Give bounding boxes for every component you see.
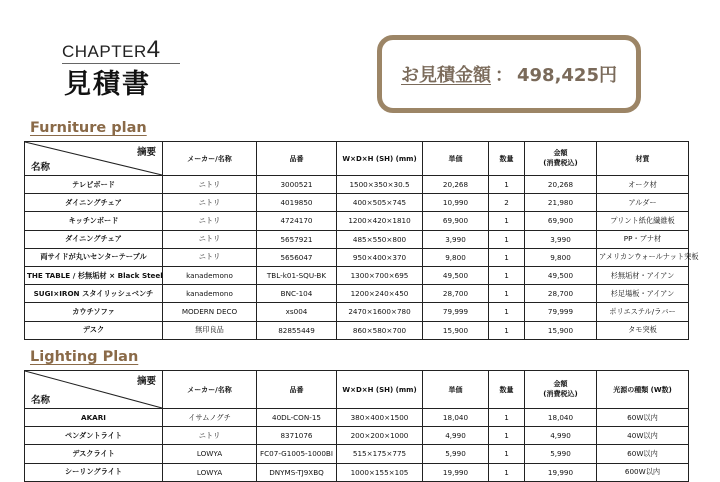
table-cell: xs004 bbox=[257, 303, 337, 321]
table-cell: 28,700 bbox=[423, 285, 489, 303]
table-cell: 杉足場板・アイアン bbox=[597, 285, 689, 303]
table-cell: ポリエステル/ラバー bbox=[597, 303, 689, 321]
table-cell: 1 bbox=[489, 248, 525, 266]
quote-total-box bbox=[377, 35, 641, 113]
table-cell: kanademono bbox=[163, 285, 257, 303]
table-cell: イサムノグチ bbox=[163, 409, 257, 427]
table-cell: 69,900 bbox=[423, 212, 489, 230]
table-cell: 3,990 bbox=[423, 230, 489, 248]
table-cell: 15,900 bbox=[525, 321, 597, 339]
col-header: 光源の種類 (W数) bbox=[597, 371, 689, 409]
table-cell: 79,999 bbox=[423, 303, 489, 321]
table-row bbox=[25, 463, 689, 481]
lighting-table-body bbox=[25, 409, 689, 482]
col-header: 数量 bbox=[489, 371, 525, 409]
table-row bbox=[25, 303, 689, 321]
table-cell: ニトリ bbox=[163, 427, 257, 445]
quote-amount: 498,425円 bbox=[517, 65, 617, 86]
table-cell: 5,990 bbox=[423, 445, 489, 463]
table-cell: 19,990 bbox=[423, 463, 489, 481]
item-name-cell: AKARI bbox=[25, 409, 163, 427]
item-name-cell: ダイニングチェア bbox=[25, 230, 163, 248]
table-cell: 1 bbox=[489, 212, 525, 230]
table-cell: 5656047 bbox=[257, 248, 337, 266]
chapter-number: 4 bbox=[146, 36, 161, 63]
table-cell: 515×175×775 bbox=[337, 445, 423, 463]
table-cell: kanademono bbox=[163, 266, 257, 284]
col-header: 材質 bbox=[597, 142, 689, 176]
item-name-cell: ダイニングチェア bbox=[25, 194, 163, 212]
item-name-cell: デスクライト bbox=[25, 445, 163, 463]
table-cell: アメリカンウォールナット突板 bbox=[597, 248, 689, 266]
table-cell: プリント紙化繊維板 bbox=[597, 212, 689, 230]
item-name-cell: テレビボード bbox=[25, 176, 163, 194]
table-cell: 1200×240×450 bbox=[337, 285, 423, 303]
table-cell: 485×550×800 bbox=[337, 230, 423, 248]
col-header: 品番 bbox=[257, 371, 337, 409]
lighting-section-title: Lighting Plan bbox=[30, 349, 139, 365]
table-cell: 19,990 bbox=[525, 463, 597, 481]
table-cell: 21,980 bbox=[525, 194, 597, 212]
furniture-corner-cell bbox=[25, 142, 163, 176]
table-cell: 無印良品 bbox=[163, 321, 257, 339]
table-cell: 20,268 bbox=[423, 176, 489, 194]
table-cell: 9,800 bbox=[525, 248, 597, 266]
table-cell: 18,040 bbox=[525, 409, 597, 427]
table-cell: 4019850 bbox=[257, 194, 337, 212]
table-cell: ニトリ bbox=[163, 176, 257, 194]
corner-top-label: 摘要 bbox=[136, 376, 156, 387]
table-row bbox=[25, 427, 689, 445]
table-cell: 1 bbox=[489, 445, 525, 463]
table-cell: 60W以内 bbox=[597, 409, 689, 427]
table-cell: 1 bbox=[489, 427, 525, 445]
lighting-corner-cell bbox=[25, 371, 163, 409]
table-cell: 1 bbox=[489, 285, 525, 303]
item-name-cell: シーリングライト bbox=[25, 463, 163, 481]
table-cell: ニトリ bbox=[163, 194, 257, 212]
table-cell: ニトリ bbox=[163, 248, 257, 266]
table-cell: 3000521 bbox=[257, 176, 337, 194]
col-header: W×D×H (SH) (mm) bbox=[337, 371, 423, 409]
table-cell: 860×580×700 bbox=[337, 321, 423, 339]
chapter-word: CHAPTER bbox=[62, 42, 147, 61]
col-header: メーカー/名称 bbox=[163, 371, 257, 409]
lighting-header-row bbox=[25, 371, 689, 409]
col-header: W×D×H (SH) (mm) bbox=[337, 142, 423, 176]
page-title: 見積書 bbox=[64, 69, 151, 100]
table-cell: アルダー bbox=[597, 194, 689, 212]
table-cell: 4724170 bbox=[257, 212, 337, 230]
col-header: 数量 bbox=[489, 142, 525, 176]
table-cell: 380×400×1500 bbox=[337, 409, 423, 427]
table-cell: 4,990 bbox=[525, 427, 597, 445]
quote-colon: ： bbox=[495, 65, 513, 86]
furniture-header-row bbox=[25, 142, 689, 176]
table-cell: 1000×155×105 bbox=[337, 463, 423, 481]
table-cell: 20,268 bbox=[525, 176, 597, 194]
furniture-table-body bbox=[25, 176, 699, 340]
table-cell: タモ突板 bbox=[597, 321, 689, 339]
table-cell: 82855449 bbox=[257, 321, 337, 339]
table-cell: 40DL-CON-15 bbox=[257, 409, 337, 427]
corner-top-label: 摘要 bbox=[136, 147, 156, 158]
item-name-cell: カウチソファ bbox=[25, 303, 163, 321]
item-name-cell: 両サイドが丸いセンターテーブル bbox=[25, 248, 163, 266]
table-cell: 28,700 bbox=[525, 285, 597, 303]
quote-label: お見積金額 bbox=[401, 65, 491, 86]
table-cell: 1 bbox=[489, 303, 525, 321]
table-cell: 3,990 bbox=[525, 230, 597, 248]
table-cell: 1 bbox=[489, 321, 525, 339]
item-name-cell: デスク bbox=[25, 321, 163, 339]
table-cell: 40W以内 bbox=[597, 427, 689, 445]
table-cell: 200×200×1000 bbox=[337, 427, 423, 445]
table-row bbox=[25, 230, 689, 248]
table-cell: 1 bbox=[489, 230, 525, 248]
table-cell: 8371076 bbox=[257, 427, 337, 445]
table-cell: 1 bbox=[489, 176, 525, 194]
table-row bbox=[25, 212, 689, 230]
table-cell: ニトリ bbox=[163, 230, 257, 248]
table-cell: 400×505×745 bbox=[337, 194, 423, 212]
table-cell: 1200×420×1810 bbox=[337, 212, 423, 230]
table-cell: 1 bbox=[489, 266, 525, 284]
table-cell: 4,990 bbox=[423, 427, 489, 445]
col-header: メーカー/名称 bbox=[163, 142, 257, 176]
table-cell: 69,900 bbox=[525, 212, 597, 230]
table-cell: 950×400×370 bbox=[337, 248, 423, 266]
table-row bbox=[25, 248, 689, 266]
table-cell: 49,500 bbox=[525, 266, 597, 284]
col-header: 金額 (消費税込) bbox=[525, 371, 597, 409]
col-header: 単価 bbox=[423, 371, 489, 409]
table-cell: FC07-G1005-1000BI bbox=[257, 445, 337, 463]
table-row bbox=[25, 321, 689, 339]
table-cell: DNYMS-TJ9XBQ bbox=[257, 463, 337, 481]
table-cell: LOWYA bbox=[163, 463, 257, 481]
table-cell: TBL-k01-SQU-BK bbox=[257, 266, 337, 284]
table-row bbox=[25, 409, 689, 427]
table-row bbox=[25, 266, 689, 284]
corner-bottom-label: 名称 bbox=[31, 162, 51, 173]
furniture-table bbox=[24, 141, 699, 340]
table-cell: 10,990 bbox=[423, 194, 489, 212]
table-cell: 2470×1600×780 bbox=[337, 303, 423, 321]
table-cell: 49,500 bbox=[423, 266, 489, 284]
col-header: 品番 bbox=[257, 142, 337, 176]
table-cell: 9,800 bbox=[423, 248, 489, 266]
item-name-cell: キッチンボード bbox=[25, 212, 163, 230]
table-cell: 杉無垢材・アイアン bbox=[597, 266, 689, 284]
table-cell: 60W以内 bbox=[597, 445, 689, 463]
table-cell: 5,990 bbox=[525, 445, 597, 463]
item-name-cell: SUGI×IRON スタイリッシュベンチ bbox=[25, 285, 163, 303]
table-row bbox=[25, 445, 689, 463]
table-cell: BNC-104 bbox=[257, 285, 337, 303]
table-cell: 18,040 bbox=[423, 409, 489, 427]
furniture-section-title: Furniture plan bbox=[30, 120, 147, 136]
table-cell: 15,900 bbox=[423, 321, 489, 339]
col-header: 金額 (消費税込) bbox=[525, 142, 597, 176]
chapter-label bbox=[62, 36, 160, 64]
table-cell: オーク材 bbox=[597, 176, 689, 194]
table-cell: 600W以内 bbox=[597, 463, 689, 481]
table-cell: 79,999 bbox=[525, 303, 597, 321]
table-cell: PP・ブナ材 bbox=[597, 230, 689, 248]
table-cell: 2 bbox=[489, 194, 525, 212]
table-cell: 1500×350×30.5 bbox=[337, 176, 423, 194]
table-cell: MODERN DECO bbox=[163, 303, 257, 321]
table-cell: LOWYA bbox=[163, 445, 257, 463]
table-row bbox=[25, 194, 689, 212]
item-name-cell: THE TABLE / 杉無垢材 × Black Steel bbox=[25, 266, 163, 284]
corner-bottom-label: 名称 bbox=[31, 395, 51, 406]
lighting-table bbox=[24, 370, 689, 482]
table-cell: 1 bbox=[489, 463, 525, 481]
table-row bbox=[25, 176, 689, 194]
col-header: 単価 bbox=[423, 142, 489, 176]
item-name-cell: ペンダントライト bbox=[25, 427, 163, 445]
table-cell: ニトリ bbox=[163, 212, 257, 230]
table-cell: 1300×700×695 bbox=[337, 266, 423, 284]
table-cell: 1 bbox=[489, 409, 525, 427]
table-cell: 5657921 bbox=[257, 230, 337, 248]
table-row bbox=[25, 285, 689, 303]
